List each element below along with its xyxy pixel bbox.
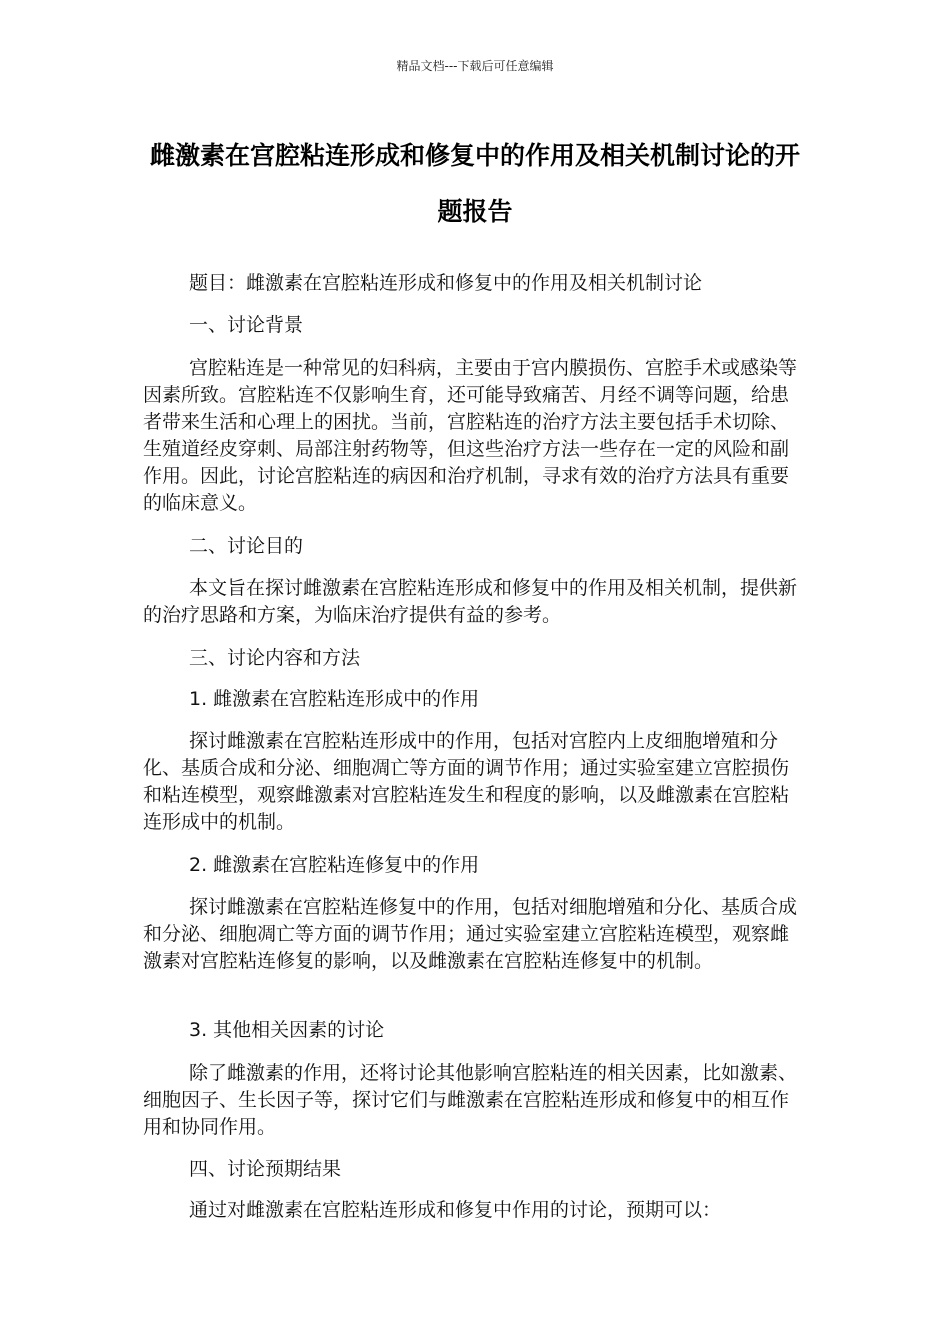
document-title: 雌激素在宫腔粘连形成和修复中的作用及相关机制讨论的开题报告 [149,141,800,226]
section-heading-content-methods: 三、讨论内容和方法 [189,647,361,669]
section-heading-expected-results: 四、讨论预期结果 [189,1158,342,1180]
purpose-paragraph: 本文旨在探讨雌激素在宫腔粘连形成和修复中的作用及相关机制，提供新的治疗思路和方案，为临床治疗提供有益的参考。 [143,577,798,626]
background-paragraph: 宫腔粘连是一种常见的妇科病，主要由于宫内膜损伤、宫腔手术或感染等因素所致。宫腔粘连不仅影响生育，还可能导致痛苦、月经不调等问题，给患者带来生活和心理上的困扰。当前，宫腔粘连的治疗方法主要包括手术切除、生殖道经皮穿刺、局部注射药物等，但这些治疗方法一些存在一定的风险和副作用。因此，讨论宫腔粘连的病因和治疗机制，寻求有效的治疗方法具有重要的临床意义。 [143,357,798,514]
expected-results-paragraph: 通过对雌激素在宫腔粘连形成和修复中作用的讨论，预期可以： [189,1199,722,1221]
repair-paragraph: 探讨雌激素在宫腔粘连修复中的作用，包括对细胞增殖和分化、基质合成和分泌、细胞凋亡等方面的调节作用；通过实验室建立宫腔粘连模型，观察雌激素对宫腔粘连修复的影响，以及雌激素在宫腔粘连修复中的机制。 [143,896,798,972]
subsection-heading-other-factors: 3. 其他相关因素的讨论 [189,1019,385,1041]
section-heading-background: 一、讨论背景 [189,314,304,336]
section-heading-purpose: 二、讨论目的 [189,535,304,557]
header-note: 精品文档---下载后可任意编辑 [396,59,554,73]
subsection-heading-formation: 1. 雌激素在宫腔粘连形成中的作用 [189,688,480,710]
formation-paragraph: 探讨雌激素在宫腔粘连形成中的作用，包括对宫腔内上皮细胞增殖和分化、基质合成和分泌、细胞凋亡等方面的调节作用；通过实验室建立宫腔损伤和粘连模型，观察雌激素对宫腔粘连发生和程度的影响，以及雌激素在宫腔粘连形成中的机制。 [143,730,790,833]
subsection-heading-repair: 2. 雌激素在宫腔粘连修复中的作用 [189,854,480,876]
other-factors-paragraph: 除了雌激素的作用，还将讨论其他影响宫腔粘连的相关因素，比如激素、细胞因子、生长因子等，探讨它们与雌激素在宫腔粘连形成和修复中的相互作用和协同作用。 [143,1062,798,1138]
topic-line: 题目：雌激素在宫腔粘连形成和修复中的作用及相关机制讨论 [189,272,703,294]
